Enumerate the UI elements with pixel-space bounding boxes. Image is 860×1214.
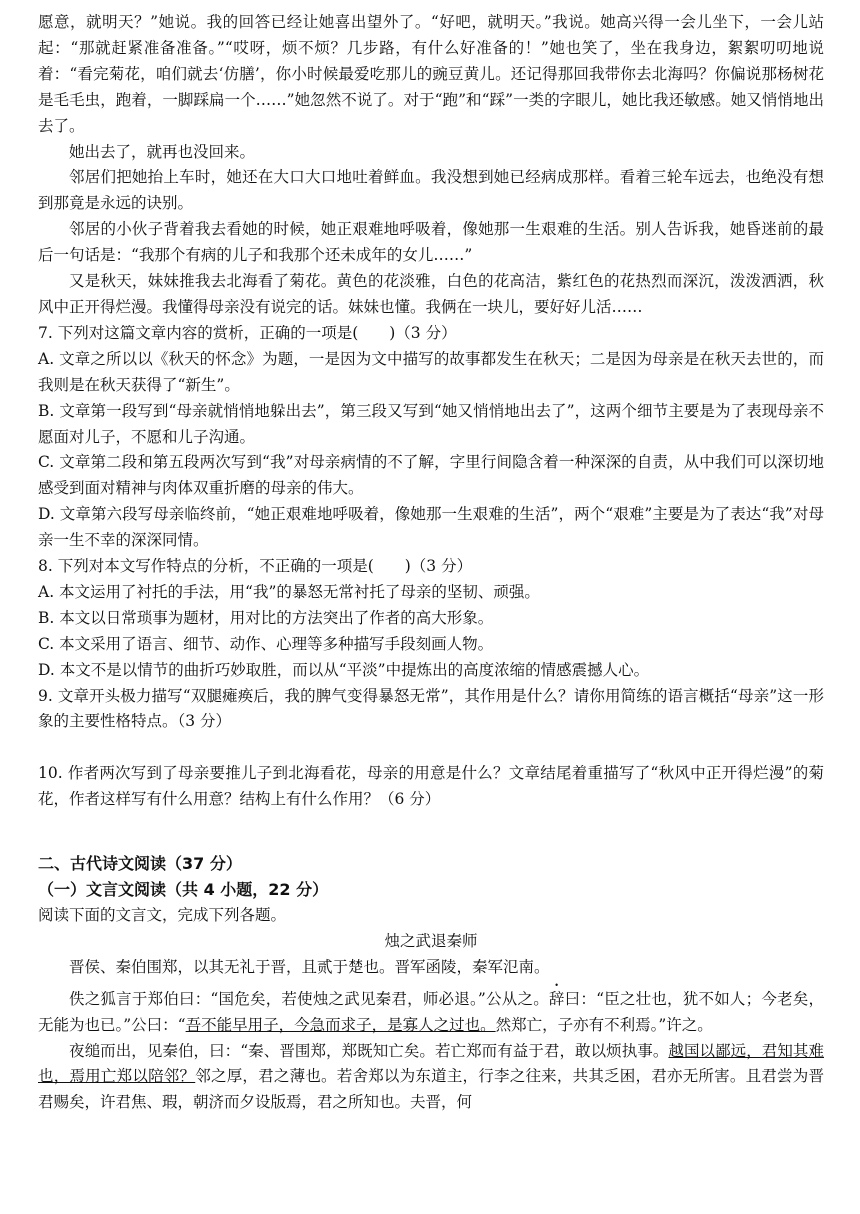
- classical-text-segment: 邻之厚，君之薄也。若舍郑以为东道主，行李之往来，共其乏困，君亦无所害。且君尝为晋君赐矣，许君焦、瑕，朝济而夕设版焉，君之所知也。夫晋，何: [38, 1067, 824, 1112]
- passage-paragraph-5: 又是秋天，妹妹推我去北海看了菊花。黄色的花淡雅，白色的花高洁，紫红色的花热烈而深沉，泼泼洒洒，秋风中正开得烂漫。我懂得母亲没有说完的话。妹妹也懂。我俩在一块儿，要好好儿活……: [38, 272, 824, 316]
- question-8-option-d: D. 本文不是以情节的曲折巧妙取胜，而以从“平淡”中提炼出的高度浓缩的情感震撼人心。: [38, 660, 650, 679]
- passage-paragraph-4: 邻居的小伙子背着我去看她的时候，她正艰难地呼吸着，像她那一生艰难的生活。别人告诉我，她昏迷前的最后一句话是：“我那个有病的儿子和我那个还未成年的女儿……”: [38, 220, 824, 265]
- question-7-option-b: B. 文章第一段写到“母亲就悄悄地躲出去”，第三段又写到“她又悄悄地出去了”，这两个细节主要是为了表现母亲不愿面对儿子，不愿和儿子沟通。: [38, 401, 824, 446]
- emphasized-character: 辞: [548, 989, 565, 1008]
- question-8-option-c: C. 本文采用了语言、细节、动作、心理等多种描写手段刻画人物。: [38, 634, 494, 653]
- sub-section-heading: （一）文言文阅读（共 4 小题，22 分）: [38, 880, 329, 900]
- question-8-option-a: A. 本文运用了衬托的手法，用“我”的暴怒无常衬托了母亲的坚韧、顽强。: [38, 582, 540, 601]
- underlined-sentence: 越国以鄙远，君知其难也，焉用亡郑以陪邻？: [38, 1041, 824, 1086]
- section-heading: 二、古代诗文阅读（37 分）: [38, 854, 242, 874]
- question-7-option-c: C. 文章第二段和第五段两次写到“我”对母亲病情的不了解，字里行间隐含着一种深深的自责，从中我们可以深切地感受到面对精神与肉体双重折磨的母亲的伟大。: [38, 453, 824, 498]
- instruction-text: 阅读下面的文言文，完成下列各题。: [38, 906, 287, 924]
- answer-space: [38, 813, 824, 839]
- classical-paragraph-1: 晋侯、秦伯围郑，以其无礼于晋，且贰于楚也。晋军函陵，秦军氾南。: [69, 957, 550, 976]
- classical-paragraph-3: [38, 1039, 824, 1117]
- classical-text-segment: 夜缒而出，见秦伯，曰：“秦、晋围郑，郑既知亡矣。若亡郑而有益于君，敢以烦执事。: [69, 1041, 669, 1060]
- question-10: 10. 作者两次写到了母亲要推儿子到北海看花，母亲的用意是什么？文章结尾着重描写了“秋风中正开得烂漫”的菊花，作者这样写有什么用意？结构上有什么作用？（6 分）: [38, 764, 824, 809]
- passage-paragraph-1: 愿意，就明天？”她说。我的回答已经让她喜出望外了。“好吧，就明天。”我说。她高兴得一会儿坐下，一会儿站起：“那就赶紧准备准备。”“哎呀，烦不烦？几步路，有什么好准备的！”她也笑了，坐在我身边，絮絮叨叨地说着：“看完菊花，咱们就去‘仿膳’，你小时候最爱吃那儿的豌豆黄儿。还记得那回我带你去北海吗？你偏说那杨树花是毛毛虫，跑着，一脚踩扁一个……”她忽然不说了。对于“跑”和“踩”一类的字眼儿，她比我还敏感。她又悄悄地出去了。: [38, 13, 824, 135]
- classical-paragraph-2: [38, 981, 824, 1039]
- classical-text-segment: 曰：“臣之壮也，犹不如人；今老矣，无能为也已。”公曰：“: [38, 989, 824, 1034]
- passage-paragraph-2: 她出去了，就再也没回来。: [69, 142, 256, 161]
- document-page: [38, 10, 824, 1116]
- question-8: 8. 下列对本文写作特点的分析，不正确的一项是( )（3 分）: [38, 557, 473, 576]
- passage-paragraph-3: 邻居们把她抬上车时，她还在大口大口地吐着鲜血。我没想到她已经病成那样。看着三轮车远去，也绝没有想到那竟是永远的诀别。: [38, 168, 824, 213]
- question-7: 7. 下列对这篇文章内容的赏析，正确的一项是( )（3 分）: [38, 323, 457, 342]
- question-9: 9. 文章开头极力描写“双腿瘫痪后，我的脾气变得暴怒无常”，其作用是什么？请你用简练的语言概括“母亲”这一形象的主要性格特点。（3 分）: [38, 686, 824, 731]
- classical-text-segment: 然郑亡，子亦有不利焉。”许之。: [495, 1015, 713, 1034]
- classical-text-segment: 佚之狐言于郑伯曰：“国危矣，若使烛之武见秦君，师必退。”公从之。: [69, 989, 549, 1008]
- question-7-option-a: A. 文章之所以以《秋天的怀念》为题，一是因为文中描写的故事都发生在秋天；二是因为母亲是在秋天去世的，而我则是在秋天获得了“新生”。: [38, 349, 824, 394]
- answer-space: [38, 735, 824, 761]
- question-8-option-b: B. 本文以日常琐事为题材，用对比的方法突出了作者的高大形象。: [38, 608, 494, 627]
- classical-text-title: 烛之武退秦师: [384, 931, 478, 950]
- underlined-sentence: 吾不能早用子，今急而求子，是寡人之过也。: [185, 1015, 496, 1034]
- question-7-option-d: D. 文章第六段写母亲临终前，“她正艰难地呼吸着，像她那一生艰难的生活”，两个“艰难”主要是为了表达“我”对母亲一生不幸的深深同情。: [38, 505, 824, 550]
